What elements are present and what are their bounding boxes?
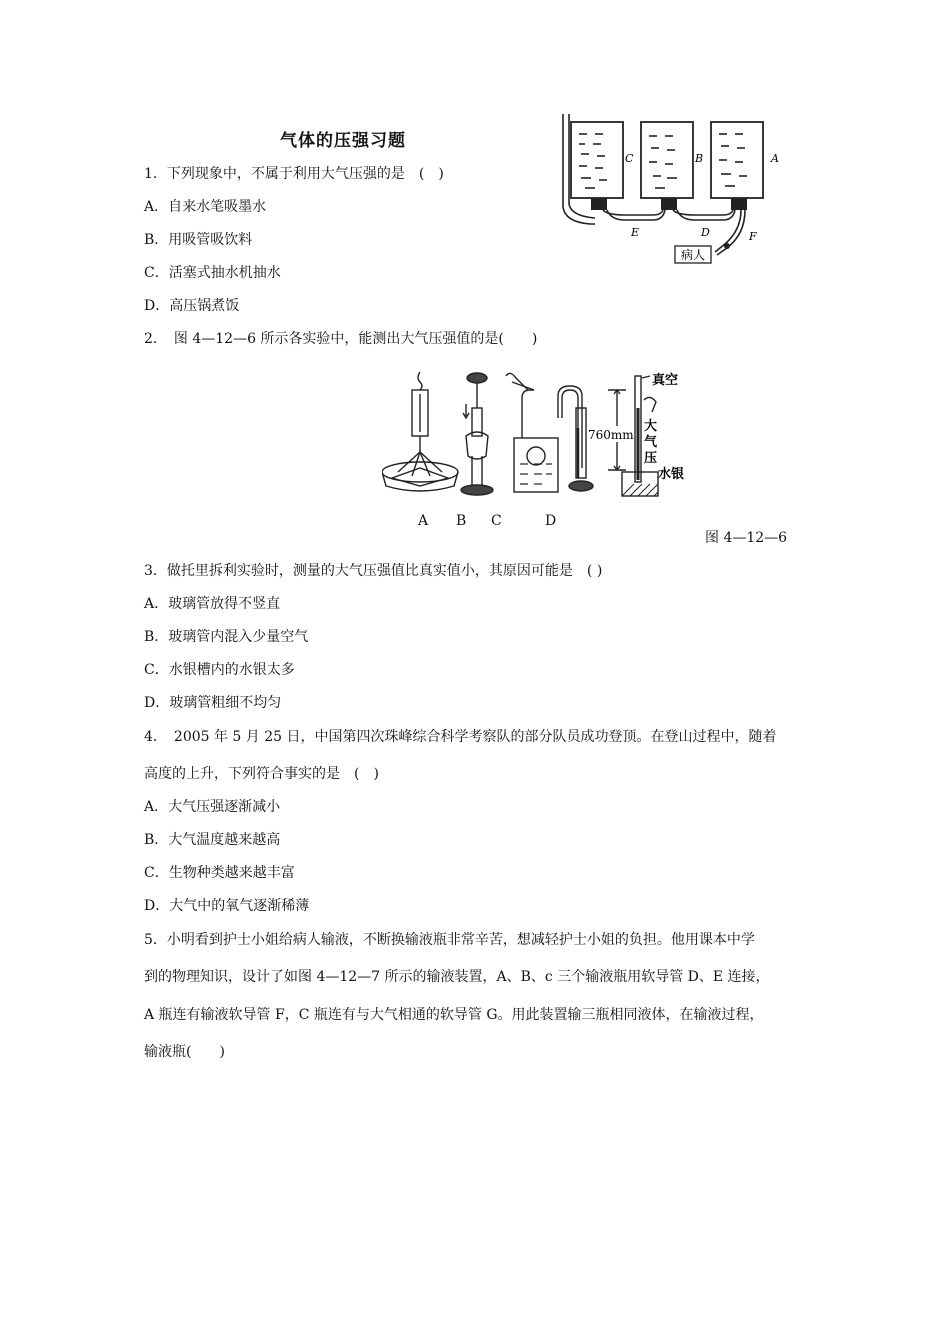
q5-line2: 到的物理知识，设计了如图 4—12—7 所示的输液装置，A、B、c 三个输液瓶用软导管 D、E 连接， (144, 969, 770, 985)
q3-option-b: B．玻璃管内混入少量空气 (144, 629, 309, 645)
tube-f-label: F (749, 230, 757, 243)
bottle-c-label: C (625, 152, 634, 165)
q1-option-d: D．高压锅煮饭 (144, 298, 240, 314)
bottle-a-label: A (771, 152, 779, 165)
atm-label-2: 气 (644, 435, 658, 450)
q3-option-c: C．水银槽内的水银太多 (144, 662, 295, 678)
q2-stem: 2． 图 4—12—6 所示各实验中，能测出大气压强值的是( ) (144, 331, 538, 347)
mercury-label: 水银 (658, 467, 685, 482)
figure-label-d: D (545, 513, 557, 529)
atm-label-3: 压 (644, 451, 658, 466)
figure-label-b: B (456, 513, 467, 529)
figure-caption: 图 4—12—6 (705, 530, 788, 546)
q1-stem: 1．下列现象中，不属于利用大气压强的是 ( ) (144, 166, 444, 182)
q1-option-c: C．活塞式抽水机抽水 (144, 265, 281, 281)
vacuum-label: 真空 (652, 373, 679, 388)
q4-stem-line1: 4． 2005 年 5 月 25 日，中国第四次珠峰综合科学考察队的部分队员成功登顶。在登山过程中，随着 (144, 729, 777, 745)
q1-option-a: A．自来水笔吸墨水 (144, 199, 267, 215)
tube-d-label: D (701, 226, 710, 239)
q4-option-c: C．生物种类越来越丰富 (144, 865, 295, 881)
q3-option-a: A．玻璃管放得不竖直 (144, 596, 281, 612)
q4-option-b: B．大气温度越来越高 (144, 832, 281, 848)
patient-label: 病人 (680, 248, 706, 262)
q3-option-d: D．玻璃管粗细不均匀 (144, 695, 282, 711)
infusion-bottles-figure (555, 112, 795, 267)
figure-label-a: A (418, 513, 429, 529)
q5-line1: 5．小明看到护士小姐给病人输液，不断换输液瓶非常辛苦，想减轻护士小姐的负担。他用课本中学 (144, 932, 755, 948)
atm-label-1: 大 (644, 419, 658, 434)
height-label: 760mm (588, 428, 634, 442)
tube-e-label: E (631, 226, 640, 239)
bottle-b-label: B (695, 152, 704, 165)
q4-option-a: A．大气压强逐渐减小 (144, 799, 281, 815)
q5-line4: 输液瓶( ) (144, 1044, 225, 1060)
q5-line3: A 瓶连有输液软导管 F，C 瓶连有与大气相通的软导管 G。用此装置输三瓶相同液体，在输液过程， (144, 1007, 764, 1023)
experiments-figure (382, 368, 722, 508)
q3-stem: 3．做托里拆利实验时，测量的大气压强值比真实值小，其原因可能是 ( ) (144, 563, 603, 579)
q4-stem-line2: 高度的上升，下列符合事实的是 ( ) (144, 766, 379, 782)
q1-option-b: B．用吸管吸饮料 (144, 232, 253, 248)
page-title: 气体的压强习题 (280, 131, 406, 151)
figure-label-c: C (491, 513, 502, 529)
q4-option-d: D．大气中的氧气逐渐稀薄 (144, 898, 310, 914)
